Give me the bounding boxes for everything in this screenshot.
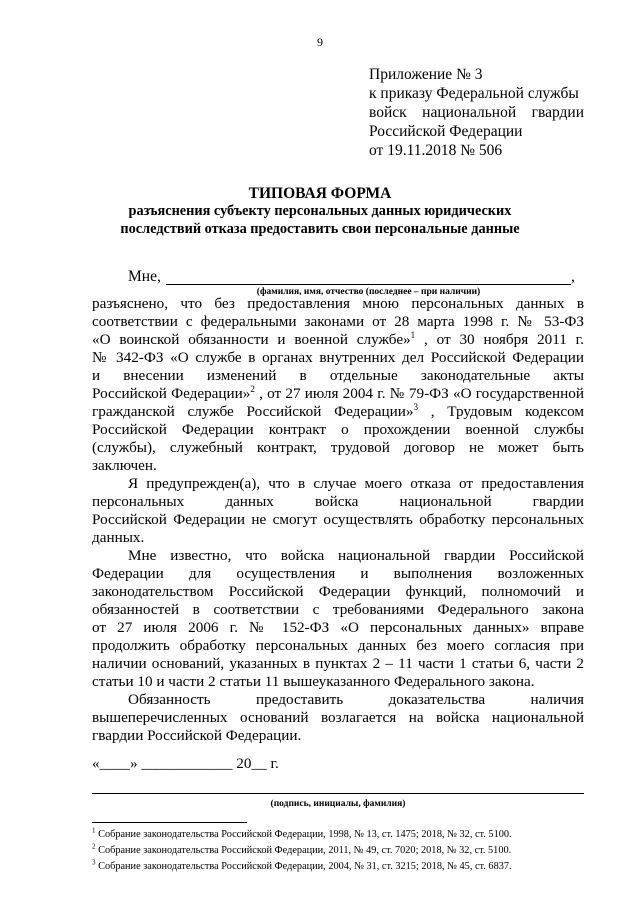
footnote-number: 3 — [92, 858, 96, 867]
signature-field[interactable] — [92, 793, 584, 794]
body-line: продолжить обработку персональных данных без моего согласия при — [92, 637, 584, 654]
body-line: персональных данных войска национальной гвардии — [92, 493, 584, 510]
footnote-ref: 3 — [413, 401, 418, 412]
body-line: Обязанность предоставить доказательства наличия — [128, 691, 584, 708]
body-line: обязанностей в соответствии с требованиями Федерального закона — [92, 601, 584, 618]
signature-hint: (подпись, инициалы, фамилия) — [270, 799, 406, 809]
body-line: разъяснено, что без предоставления мною персональных данных в — [92, 295, 584, 312]
appendix-line-2: к приказу Федеральной службы — [369, 85, 579, 102]
body-line: Мне известно, что войска национальной гвардии Российской — [128, 547, 584, 564]
date-field[interactable]: «____» ____________ 20__ г. — [92, 755, 279, 772]
recipient-comma: , — [571, 268, 575, 285]
footnote-text: Собрание законодательства Российской Федерации, 2011, № 49, ст. 7020; 2018, № 32, ст. 5100. — [95, 845, 512, 856]
appendix-line-4: Российской Федерации — [369, 123, 523, 140]
body-line: от 27 июля 2006 г. № 152-ФЗ «О персональных данных» вправе — [92, 619, 584, 636]
body-line: соответствии с федеральными законами от 28 марта 1998 г. № 53-ФЗ — [92, 313, 584, 330]
body-line: наличии оснований, указанных в пунктах 2 – 11 части 1 статьи 6, части 2 — [92, 655, 584, 672]
body-line: заключен. — [92, 457, 157, 474]
body-text: гражданской службе Российской Федерации» — [92, 403, 414, 420]
body-line: гвардии Российской Федерации. — [92, 727, 302, 744]
appendix-header — [369, 65, 584, 160]
body-text: , от 30 ноября 2011 г. — [423, 331, 584, 348]
appendix-line-3: войск национальной гвардии — [369, 104, 584, 121]
page-number: 9 — [317, 35, 323, 49]
footnote-ref: 1 — [410, 329, 416, 340]
body-text: Российской Федерации» — [92, 385, 251, 402]
appendix-line-5: от 19.11.2018 № 506 — [369, 142, 503, 159]
body-text: «О воинской обязанности и военной службе» — [92, 331, 411, 348]
body-line: статьи 10 и части 2 статьи 11 вышеуказанного Федерального закона. — [92, 673, 535, 690]
body-line: вышеперечисленных оснований возлагается на войска национальной — [92, 709, 584, 726]
footnote-text: Собрание законодательства Российской Федерации, 2004, № 31, ст. 3215; 2018, № 45, ст. 6837. — [95, 861, 512, 872]
body-line: Федерации для осуществления и выполнения возложенных — [92, 565, 584, 582]
footnote-number: 2 — [92, 842, 96, 851]
body-line — [92, 385, 584, 403]
form-subtitle-2: последствий отказа предоставить свои персональные данные — [120, 221, 520, 237]
body-line — [92, 331, 584, 349]
recipient-name-field[interactable] — [166, 284, 571, 285]
footnote-divider — [92, 822, 247, 823]
footnote-text: Собрание законодательства Российской Федерации, 1998, № 13, ст. 1475; 2018, № 32, ст. 5100. — [95, 829, 512, 840]
footnote-1 — [92, 826, 512, 840]
body-line: Российской Федерации не смогут осуществлять обработку персональных — [92, 511, 584, 528]
form-title: ТИПОВАЯ ФОРМА — [248, 185, 392, 202]
footnote-number: 1 — [92, 826, 96, 835]
body-line: и внесении изменений в отдельные законодательные акты — [92, 367, 584, 384]
recipient-label: Мне, — [128, 268, 161, 285]
form-subtitle-1: разъяснения субъекту персональных данных юридических — [128, 203, 512, 219]
body-line: Российской Федерации контракт о прохождении военной службы — [92, 421, 584, 438]
body-line — [92, 403, 584, 421]
body-line: (службы), служебный контракт, трудовой договор не может быть — [92, 439, 584, 456]
footnote-ref: 2 — [250, 383, 255, 394]
body-line: Я предупрежден(а), что в случае моего отказа от предоставления — [128, 475, 584, 492]
body-text: , Трудовым кодексом — [430, 403, 584, 420]
body-text: , от 27 июля 2004 г. № 79-ФЗ «О государственной — [259, 385, 584, 402]
appendix-line-1: Приложение № 3 — [369, 66, 483, 83]
body-line: № 342-ФЗ «О службе в органах внутренних дел Российской Федерации — [92, 349, 584, 366]
body-line: данных. — [92, 529, 145, 546]
footnote-2 — [92, 842, 512, 856]
body-line: законодательством Российской Федерации функций, полномочий и — [92, 583, 584, 600]
footnote-3 — [92, 858, 512, 872]
recipient-name-hint: (фамилия, имя, отчество (последнее – при наличии) — [256, 287, 481, 297]
